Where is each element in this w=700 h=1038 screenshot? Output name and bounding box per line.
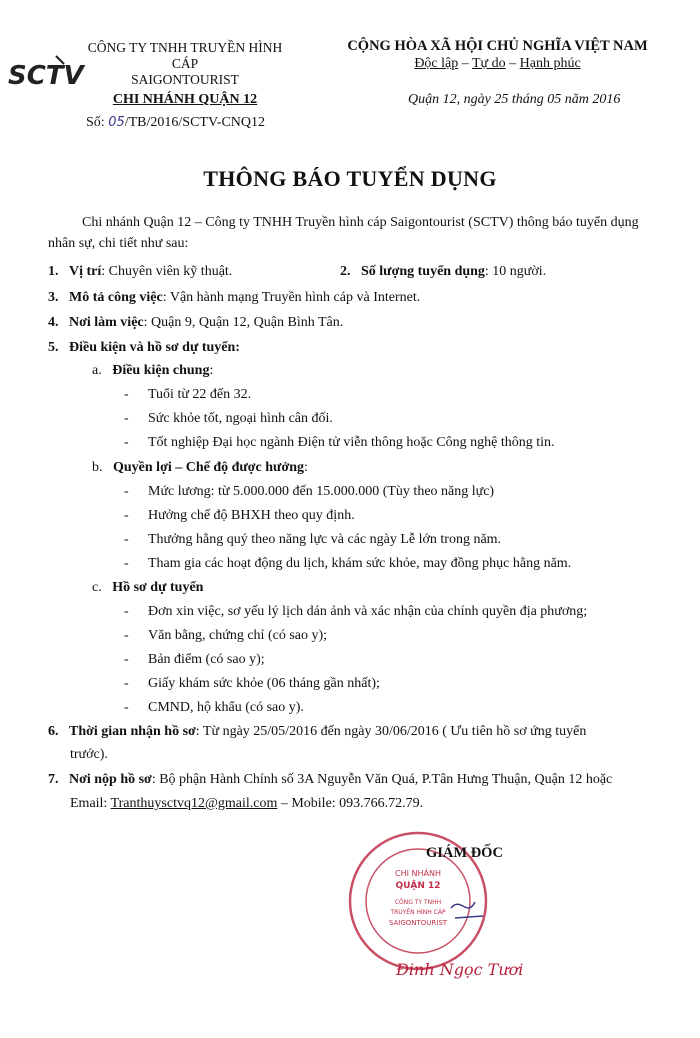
svg-text:TRUYỀN HÌNH CÁP: TRUYỀN HÌNH CÁP [390,909,446,916]
svg-text:CÔNG TY TNHH: CÔNG TY TNHH [394,899,442,906]
document-title: THÔNG BÁO TUYỂN DỤNG [203,166,497,191]
item-7: 7. Nơi nộp hồ sơ: Bộ phận Hành Chính số 3A Nguyễn Văn Quá, P.Tân Hưng Thuận, Quận 12 hoặc [48,772,613,787]
doc-no-prefix: Số: [86,115,109,130]
list-item: - Tốt nghiệp Đại học ngành Điện tử viễn thông hoặc Công nghệ thông tin. [124,435,555,450]
signer-name: Đinh Ngọc Tươi [396,960,524,979]
list-item: - Đơn xin việc, sơ yếu lý lịch dán ảnh và xác nhận của chính quyền địa phương; [124,604,588,619]
company-name [80,40,290,108]
list-item: - Văn bằng, chứng chỉ (có sao y); [124,628,328,643]
svg-text:SCTV: SCTV [8,61,84,91]
company-line2: SAIGONTOURIST [131,72,239,87]
doc-no-suffix: /TB/2016/SCTV-CNQ12 [124,115,266,130]
branch-name: CHI NHÁNH QUẬN 12 [112,92,258,107]
list-item: - Hưởng chế độ BHXH theo quy định. [124,508,355,523]
list-item: - CMND, hộ khẩu (có sao y). [124,700,304,715]
section-c-heading: c. Hồ sơ dự tuyển [92,580,204,595]
item-2: 2. Số lượng tuyển dụng: 10 người. [340,264,547,279]
doc-no-handwritten: 05 [108,115,125,130]
list-item: - Bản điểm (có sao y); [124,652,265,667]
motto-sep: – [505,56,520,71]
document-number [86,115,265,131]
sctv-logo [6,52,84,92]
email-link[interactable]: Tranthuysctvq12@gmail.com [110,796,278,811]
list-item: - Mức lương: từ 5.000.000 đến 15.000.000 (Tùy theo năng lực) [124,484,495,499]
item-4: 4. Nơi làm việc: Quận 9, Quận 12, Quận Bình Tân. [48,315,344,330]
list-item: - Thưởng hằng quý theo năng lực và các ngày Lễ lớn trong năm. [124,532,502,547]
motto [330,55,665,72]
company-line1: CÔNG TY TNHH TRUYỀN HÌNH CÁP [87,40,283,71]
svg-text:CHI NHÁNH: CHI NHÁNH [395,869,441,878]
item-6: 6. Thời gian nhận hồ sơ: Từ ngày 25/05/2016 đến ngày 30/06/2016 ( Ưu tiên hồ sơ ứng tuyển [48,724,587,739]
issue-date: Quận 12, ngày 25 tháng 05 năm 2016 [408,92,621,107]
list-item: - Tham gia các hoạt động du lịch, khám sức khỏe, may đồng phục hằng năm. [124,556,572,571]
national-header [330,38,665,72]
list-item: - Giấy khám sức khỏe (06 tháng gần nhất); [124,676,380,691]
list-item: - Sức khỏe tốt, ngoại hình cân đối. [124,411,333,426]
item-6-cont: trước). [70,747,108,762]
item-7-cont: Email: Tranthuysctvq12@gmail.com – Mobile: 093.766.72.79. [70,796,424,811]
motto-1: Độc lập [414,56,459,71]
motto-2: Tự do [472,56,506,71]
motto-3: Hạnh phúc [519,56,581,71]
section-b-heading: b. Quyền lợi – Chế độ được hưởng: [92,460,308,475]
signer-title: GIÁM ĐỐC [426,845,503,861]
nation-title: CỘNG HÒA XÃ HỘI CHỦ NGHĨA VIỆT NAM [347,38,648,54]
item-3: 3. Mô tả công việc: Vận hành mạng Truyền hình cáp và Internet. [48,290,421,305]
svg-text:SAIGONTOURIST: SAIGONTOURIST [388,919,448,927]
intro-paragraph: Chi nhánh Quận 12 – Công ty TNHH Truyền hình cáp Saigontourist (SCTV) thông báo tuyển dụng nhân sự, chi tiết như sau: [48,215,639,251]
motto-sep: – [458,56,472,71]
item-5: 5. Điều kiện và hồ sơ dự tuyển: [48,340,240,355]
section-a-heading: a. Điều kiện chung: [92,363,214,378]
list-item: - Tuổi từ 22 đến 32. [124,387,252,402]
item-1: 1. Vị trí: Chuyên viên kỹ thuật. [48,264,233,279]
svg-text:QUẬN 12: QUẬN 12 [395,881,441,891]
